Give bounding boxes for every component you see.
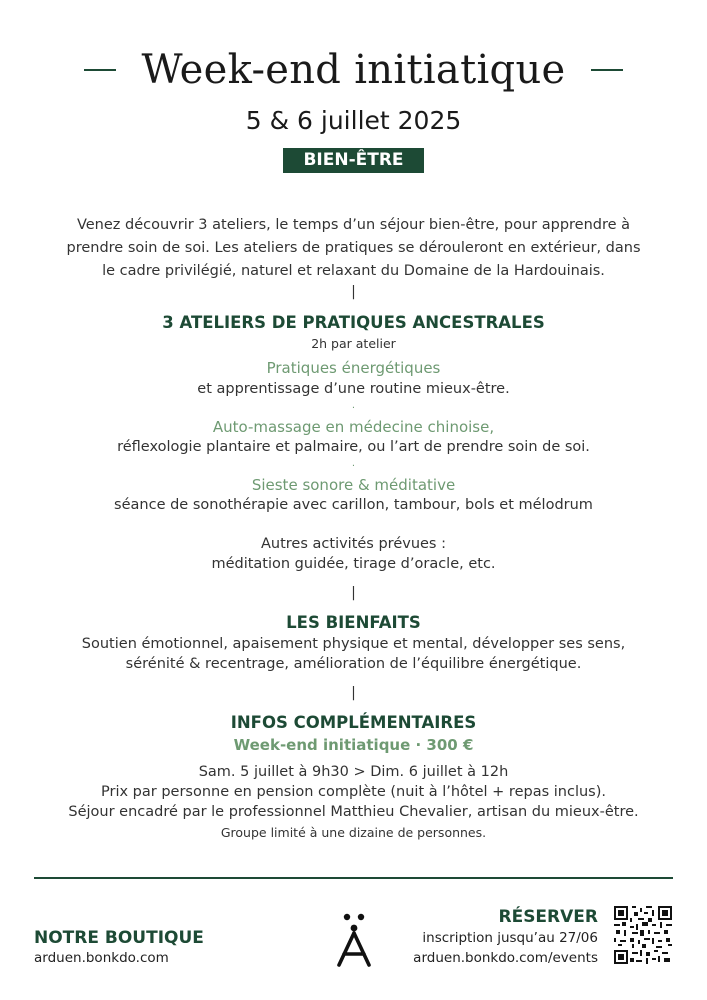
ateliers-heading: 3 ATELIERS DE PRATIQUES ANCESTRALES [162, 313, 545, 332]
intro-line: prendre soin de soi. Les ateliers de pratiques se dérouleront en extérieur, dans [66, 240, 641, 256]
footer-divider [34, 877, 673, 879]
atelier-title: Pratiques énergétiques [266, 359, 441, 377]
shop-heading: NOTRE BOUTIQUE [34, 928, 204, 948]
brand-logo-icon [333, 910, 375, 970]
schedule-line: Sam. 5 juillet à 9h30 > Dim. 6 juillet à 12h [198, 764, 509, 780]
atelier-title: Auto-massage en médecine chinoise, [212, 418, 495, 436]
title-row [0, 42, 707, 98]
event-date: 5 & 6 juillet 2025 [245, 106, 462, 135]
shop-link[interactable]: arduen.bonkdo.com [34, 950, 169, 966]
bienfaits-line: Soutien émotionnel, apaisement physique et mental, développer ses sens, [81, 636, 626, 652]
separator: | [351, 685, 356, 701]
infos-heading: INFOS COMPLÉMENTAIRES [230, 713, 477, 732]
bienfaits-line: sérénité & recentrage, amélioration de l’équilibre énergétique. [125, 656, 582, 672]
group-size-note: Groupe limité à une dizaine de personnes. [220, 825, 487, 840]
bullet-dot: · [351, 403, 356, 414]
separator: | [351, 585, 356, 601]
page-title: Week-end initiatique [141, 47, 566, 93]
title-left-rule [84, 69, 116, 71]
pricing-detail: Prix par personne en pension complète (nuit à l’hôtel + repas inclus). [101, 784, 606, 800]
reserve-deadline: inscription jusqu’au 27/06 [422, 930, 598, 946]
intro-line: Venez découvrir 3 ateliers, le temps d’un séjour bien-être, pour apprendre à [76, 217, 631, 233]
bienfaits-heading: LES BIENFAITS [286, 613, 421, 632]
reserve-link[interactable]: arduen.bonkdo.com/events [413, 950, 598, 966]
atelier-desc: réflexologie plantaire et palmaire, ou l’art de prendre soin de soi. [117, 439, 590, 455]
separator: | [351, 284, 356, 300]
intro-line: le cadre privilégié, naturel et relaxant du Domaine de la Hardouinais. [102, 263, 605, 279]
atelier-desc: et apprentissage d’une routine mieux-être. [197, 381, 510, 397]
bullet-dot: · [351, 461, 356, 472]
category-badge-wrap [0, 148, 707, 173]
price-line: Week-end initiatique · 300 € [233, 736, 474, 754]
qr-code-icon[interactable] [614, 906, 672, 964]
other-activities-list: méditation guidée, tirage d’oracle, etc. [211, 556, 496, 572]
other-activities-label: Autres activités prévues : [261, 536, 446, 552]
ateliers-subheading: 2h par atelier [311, 336, 396, 351]
atelier-desc: séance de sonothérapie avec carillon, tambour, bols et mélodrum [114, 497, 593, 513]
instructor-line: Séjour encadré par le professionnel Matthieu Chevalier, artisan du mieux-être. [68, 804, 639, 820]
atelier-title: Sieste sonore & méditative [251, 476, 456, 494]
title-right-rule [591, 69, 623, 71]
reserve-heading: RÉSERVER [498, 907, 598, 927]
category-badge: BIEN-ÊTRE [283, 148, 423, 173]
intro-paragraph [0, 214, 707, 283]
